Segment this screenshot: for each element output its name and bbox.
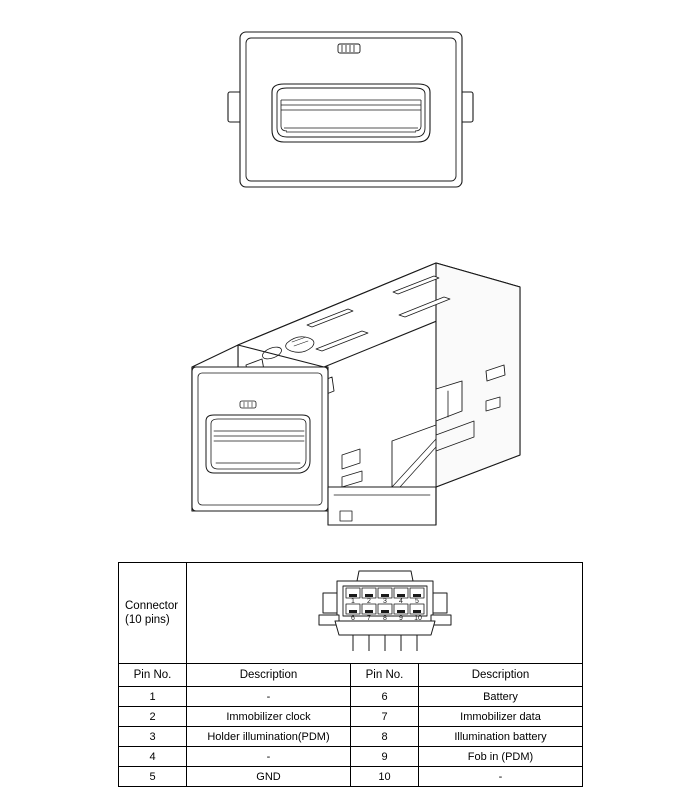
header-desc-left: Description [187, 664, 351, 687]
pin-number-2: 2 [367, 598, 371, 605]
desc-left-4: - [187, 747, 351, 767]
pin-right-2: 7 [351, 707, 419, 727]
figure-top-view [0, 0, 700, 220]
desc-left-5: GND [187, 767, 351, 787]
desc-right-2: Immobilizer data [419, 707, 583, 727]
connector-diagram-wrap [187, 563, 582, 663]
pin-left-3: 3 [119, 727, 187, 747]
pin-number-3: 3 [383, 598, 387, 605]
table-row [119, 767, 583, 787]
pin-right-4: 9 [351, 747, 419, 767]
figure-perspective-view [0, 225, 700, 545]
smart-key-holder-front-illustration [0, 0, 700, 220]
header-desc-right: Description [419, 664, 583, 687]
pin-number-8: 8 [383, 615, 387, 622]
desc-left-2: Immobilizer clock [187, 707, 351, 727]
connector-label-line2: (10 pins) [125, 614, 170, 626]
header-pin-left: Pin No. [119, 664, 187, 687]
pin-right-5: 10 [351, 767, 419, 787]
table-row-connector-diagram [119, 563, 583, 664]
pin-number-7: 7 [367, 615, 371, 622]
pin-number-5: 5 [415, 598, 419, 605]
pin-left-1: 1 [119, 687, 187, 707]
pin-left-4: 4 [119, 747, 187, 767]
table-row [119, 727, 583, 747]
connector-pinout-table [118, 562, 583, 787]
table-row [119, 687, 583, 707]
connector-label-line1: Connector [125, 600, 179, 612]
desc-right-3: Illumination battery [419, 727, 583, 747]
pin-right-1: 6 [351, 687, 419, 707]
pin-number-1: 1 [351, 598, 355, 605]
table-header-row [119, 664, 583, 687]
pin-left-2: 2 [119, 707, 187, 727]
header-pin-right: Pin No. [351, 664, 419, 687]
pin-number-4: 4 [399, 598, 403, 605]
pin-number-10: 10 [414, 615, 422, 622]
connector-terminal-illustration [187, 563, 583, 663]
desc-right-5: - [419, 767, 583, 787]
connector-diagram-cell [187, 563, 583, 664]
desc-right-4: Fob in (PDM) [419, 747, 583, 767]
table-row [119, 747, 583, 767]
pin-left-5: 5 [119, 767, 187, 787]
pin-number-9: 9 [399, 615, 403, 622]
smart-key-holder-perspective-illustration [0, 225, 700, 545]
desc-left-1: - [187, 687, 351, 707]
pin-number-6: 6 [351, 615, 355, 622]
desc-left-3: Holder illumination(PDM) [187, 727, 351, 747]
connector-label-cell [119, 563, 187, 664]
pin-right-3: 8 [351, 727, 419, 747]
table-row [119, 707, 583, 727]
desc-right-1: Battery [419, 687, 583, 707]
